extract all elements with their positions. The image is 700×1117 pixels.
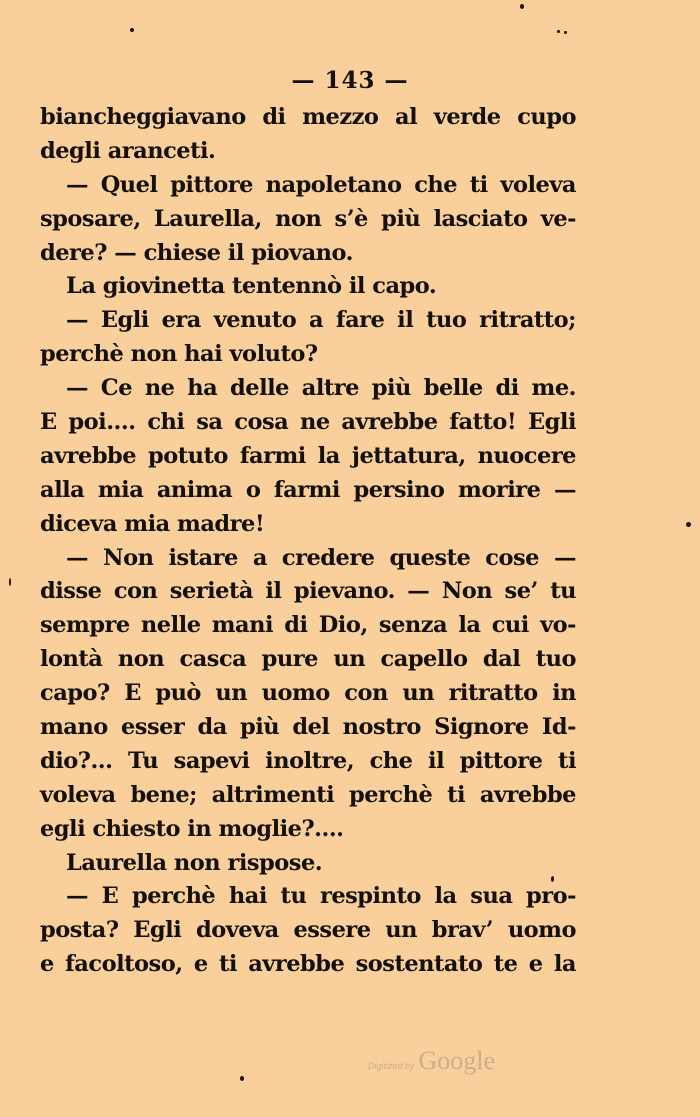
text-line: voleva bene; altrimenti perchè ti avrebbe: [40, 781, 576, 808]
text-line: mano esser da più del nostro Signore Id-: [40, 714, 576, 741]
text-line: — E perchè hai tu respinto la sua pro-: [66, 883, 576, 910]
text-line: lontà non casca pure un capello dal tuo: [40, 646, 576, 673]
scan-speck: [564, 31, 567, 34]
scan-speck: [520, 4, 524, 9]
text-line: dere? — chiese il piovano.: [40, 239, 353, 266]
text-line: E poi.... chi sa cosa ne avrebbe fatto! Egli: [40, 409, 576, 436]
scan-speck: [557, 30, 560, 33]
text-line: egli chiesto in moglie?....: [40, 815, 344, 842]
scan-speck: [9, 578, 11, 586]
text-line: posta? Egli doveva essere un brav’ uomo: [40, 917, 576, 944]
text-line: avrebbe potuto farmi la jettatura, nuocere: [40, 442, 576, 469]
text-line: — Egli era venuto a fare il tuo ritratto;: [66, 307, 576, 334]
scan-speck: [240, 1076, 244, 1081]
digitized-by-google-watermark: [368, 1046, 495, 1076]
text-line: dio?... Tu sapevi inoltre, che il pittore ti: [40, 747, 576, 774]
text-line: sposare, Laurella, non s’è più lasciato ve-: [40, 205, 576, 232]
text-line: La giovinetta tentennò il capo.: [66, 273, 437, 300]
page-number-header: — 143 —: [291, 67, 409, 94]
text-line: e facoltoso, e ti avrebbe sostentato te e la: [40, 951, 576, 978]
scan-speck: [551, 876, 554, 882]
text-line: — Ce ne ha delle altre più belle di me.: [66, 375, 576, 402]
text-line: biancheggiavano di mezzo al verde cupo: [40, 104, 576, 130]
text-line: capo? E può un uomo con un ritratto in: [40, 680, 576, 707]
text-line: alla mia anima o farmi persino morire —: [40, 476, 576, 503]
text-line: disse con serietà il pievano. — Non se’ tu: [40, 578, 576, 605]
text-line: — Non istare a credere queste cose —: [66, 544, 576, 571]
text-line: perchè non hai voluto?: [40, 341, 318, 368]
text-line: sempre nelle mani di Dio, senza la cui vo-: [40, 612, 576, 639]
text-line: Laurella non rispose.: [66, 849, 323, 876]
text-line: diceva mia madre!: [40, 510, 265, 537]
scan-speck: [130, 28, 134, 32]
scan-speck: [686, 522, 691, 527]
text-line: — Quel pittore napoletano che ti voleva: [66, 171, 576, 198]
watermark-prefix: Digitized by: [368, 1061, 415, 1071]
text-line: degli aranceti.: [40, 137, 216, 164]
google-logo: Google: [418, 1046, 496, 1075]
body-text: [40, 101, 576, 982]
